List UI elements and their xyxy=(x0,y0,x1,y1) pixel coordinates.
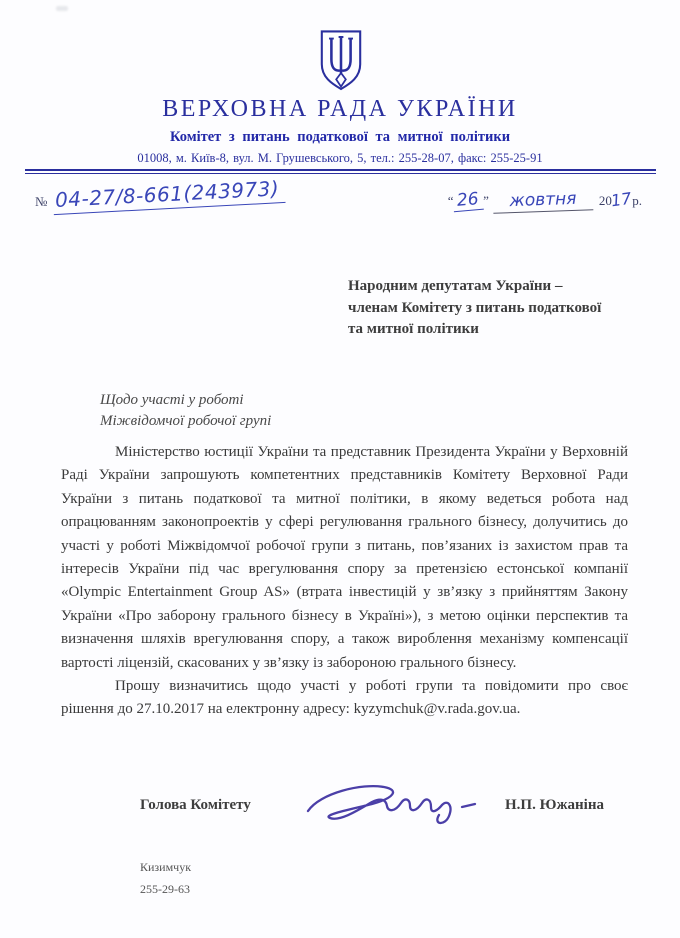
executor-phone: 255-29-63 xyxy=(140,882,190,896)
signer-position-title: Голова Комітету xyxy=(140,797,251,813)
date-block xyxy=(448,190,642,212)
addressee-line-1: Народним депутатам України – xyxy=(348,278,563,294)
number-sign-label: № xyxy=(35,194,48,209)
signer-name: Н.П. Южаніна xyxy=(505,797,604,813)
addressee-line-2: членам Комітету з питань податкової xyxy=(348,299,602,316)
year-prefix: 20 xyxy=(598,193,612,208)
reference-row xyxy=(35,176,642,212)
handwritten-month: жовтня xyxy=(493,188,594,213)
scan-artifact xyxy=(56,6,68,11)
body-paragraph-2: Прошу визначитись щодо участі у роботі групи та повідомити про своє рішення до 27.10.2017 на електронну адресу: kyzymchuk@v.rada.gov.ua. xyxy=(61,678,628,718)
body-paragraph-1: Міністерство юстиції України та представник Президента України у Верховній Раді України запрошують компетентних представників Комітету Верховної Ради України з питань податкової та митної політики, в якому ведеться робота над опрацюванням законопроектів у сфері регулювання грального бізнесу, долучитись до участі у роботі Міжвідомчої робочої групи з питань, пов’язаних із захистом прав та інтересів України під час врегулювання спору за претензією естонської компанії «Olympic Entertainment Group AS» (втрата інвестицій у зв’язку з прийняттям Закону України «Про заборону грального бізнесу в Україні»), з метою оцінки перспектив та визначення шляхів врегулювання спору, а також вироблення механізму компенсації вартості ліцензій, скасованих у зв’язку із забороною грального бізнесу. xyxy=(61,444,628,671)
year-suffix: р. xyxy=(632,193,642,208)
subject-block xyxy=(100,390,271,432)
reference-number-block xyxy=(35,176,286,212)
subject-line-2: Міжвідомчої робочої групі xyxy=(100,413,272,429)
address-line: 01008, м. Київ-8, вул. М. Грушевського, 5, тел.: 255-28-07, факс: 255-25-91 xyxy=(137,151,543,165)
committee-name: Комітет з питань податкової та митної політики xyxy=(169,129,511,145)
divider-thick-line xyxy=(25,169,656,171)
organization-title: ВЕРХОВНА РАДА УКРАЇНИ xyxy=(162,96,518,122)
subject-line-1: Щодо участі у роботі xyxy=(100,392,244,408)
letter-body xyxy=(61,441,628,722)
coat-of-arms-icon xyxy=(317,26,365,96)
header-divider xyxy=(25,169,656,174)
handwritten-signature xyxy=(300,779,490,835)
addressee-block xyxy=(348,276,601,341)
close-quote: ” xyxy=(483,193,489,208)
handwritten-day: 26 xyxy=(453,189,484,213)
open-quote: “ xyxy=(447,193,454,208)
handwritten-reference-number: 04-27/8-661(243973) xyxy=(53,176,287,215)
handwritten-year: 17 xyxy=(609,188,633,211)
divider-thin-line xyxy=(25,173,656,174)
executor-name: Кизимчук xyxy=(140,860,192,874)
addressee-line-3: та митної політики xyxy=(348,321,479,337)
